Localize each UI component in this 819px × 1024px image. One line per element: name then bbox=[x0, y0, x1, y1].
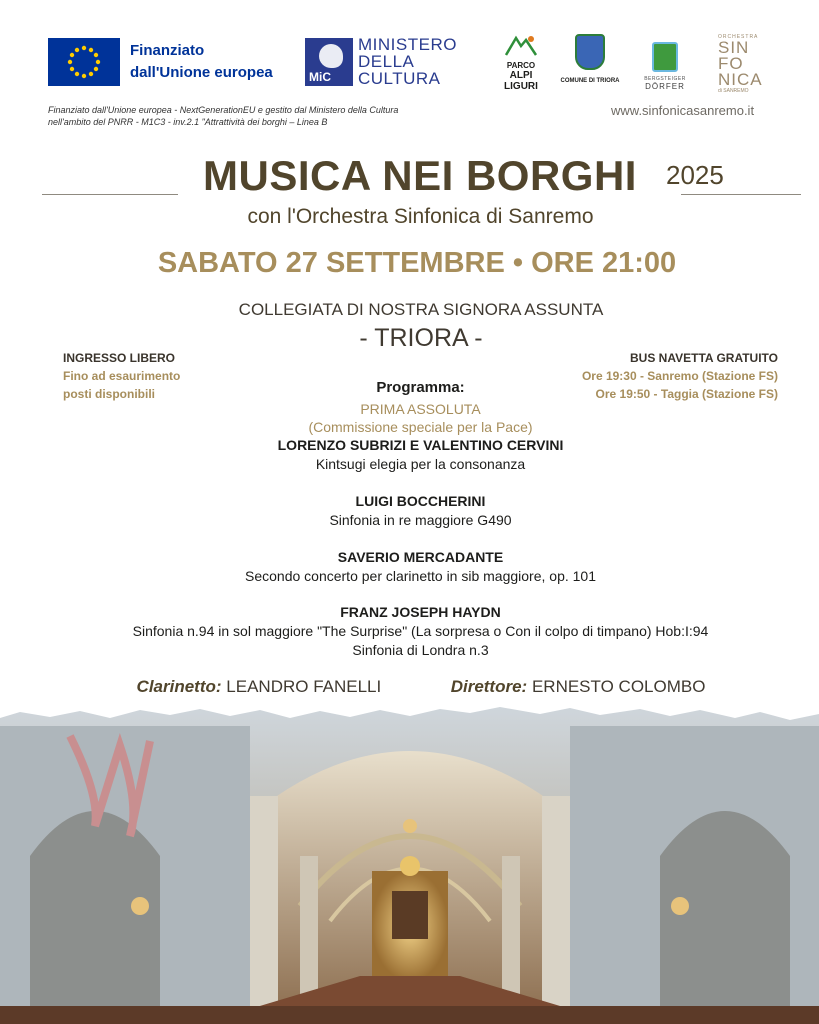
event-venue: COLLEGIATA DI NOSTRA SIGNORA ASSUNTA bbox=[238, 300, 604, 319]
work-title: Sinfonia n.94 in sol maggiore "The Surprise" (La sorpresa o Con il colpo di timpano) Hob:I:94 bbox=[132, 623, 709, 639]
performer-credits bbox=[0, 677, 819, 697]
premiere-label: PRIMA ASSOLUTA bbox=[360, 401, 481, 417]
work-title: Kintsugi elegia per la consonanza bbox=[315, 456, 526, 472]
church-interior-photo bbox=[0, 706, 819, 1024]
eu-funding-label bbox=[130, 40, 273, 84]
title-rule-right bbox=[681, 194, 801, 195]
ministry-label bbox=[358, 36, 457, 87]
shuttle-line1: Ore 19:30 - Sanremo (Stazione FS) bbox=[581, 369, 778, 383]
composer-name: SAVERIO MERCADANTE bbox=[337, 549, 504, 565]
clarinet-label: Clarinetto: bbox=[136, 677, 222, 696]
spacer bbox=[0, 586, 819, 603]
parco-line3: LIGURI bbox=[504, 81, 538, 92]
eu-label-line2: dall'Unione europea bbox=[130, 64, 273, 81]
comune-triora-logo bbox=[560, 34, 620, 84]
program-heading: Programma: bbox=[376, 379, 465, 396]
spacer bbox=[0, 474, 819, 492]
conductor-name: ERNESTO COLOMBO bbox=[531, 677, 706, 696]
coat-of-arms-icon bbox=[575, 34, 605, 70]
ministry-line3: CULTURA bbox=[358, 69, 441, 88]
bergsteigerdorfer-logo bbox=[640, 42, 690, 91]
funding-notice bbox=[48, 104, 398, 128]
funding-line2: nell'ambito del PNRR - M1C3 - inv.2.1 "Attrattività dei borghi – Linea B bbox=[48, 117, 328, 127]
ministry-line2: DELLA bbox=[358, 52, 415, 71]
entry-heading: INGRESSO LIBERO bbox=[63, 351, 176, 365]
dorfer-badge-icon bbox=[652, 42, 678, 72]
program-section bbox=[0, 376, 819, 660]
eu-flag-logo bbox=[48, 38, 120, 86]
event-subtitle: con l'Orchestra Sinfonica di Sanremo bbox=[247, 205, 594, 228]
comune-label: COMUNE DI TRIORA bbox=[560, 78, 620, 84]
work-title: Secondo concerto per clarinetto in sib maggiore, op. 101 bbox=[245, 568, 596, 584]
title-rule-left bbox=[42, 194, 178, 195]
event-town: - TRIORA - bbox=[359, 324, 483, 352]
entry-line2: posti disponibili bbox=[63, 387, 155, 401]
parco-line1: PARCO bbox=[506, 61, 536, 70]
conductor-label: Direttore: bbox=[450, 677, 528, 696]
profile-head-icon bbox=[319, 44, 343, 68]
entry-line1: Fino ad esaurimento bbox=[63, 369, 181, 383]
orchestra-sinfonica-logo bbox=[718, 34, 778, 94]
shuttle-line2: Ore 19:50 - Taggia (Stazione FS) bbox=[595, 387, 778, 401]
parco-alpi-liguri-logo bbox=[500, 34, 542, 92]
funding-line1: Finanziato dall'Unione europea - NextGenerationEU e gestito dal Ministero della Cultura bbox=[48, 105, 399, 115]
premiere-note: (Commissione speciale per la Pace) bbox=[308, 419, 533, 435]
dorfer-small-label: BERGSTEIGER bbox=[644, 76, 686, 82]
parco-line2: ALPI bbox=[509, 70, 533, 81]
shuttle-heading: BUS NAVETTA GRATUITO bbox=[630, 351, 778, 365]
event-title: MUSICA NEI BORGHI bbox=[203, 152, 637, 199]
work-title: Sinfonia in re maggiore G490 bbox=[329, 512, 512, 528]
ministry-line1: MINISTERO bbox=[358, 35, 457, 54]
composer-name: FRANZ JOSEPH HAYDN bbox=[340, 604, 501, 620]
spacer bbox=[0, 530, 819, 548]
eu-label-line1: Finanziato bbox=[130, 42, 205, 59]
work-title: Sinfonia di Londra n.3 bbox=[352, 642, 489, 658]
composer-name: LUIGI BOCCHERINI bbox=[355, 493, 486, 509]
sinfonica-line1: SIN bbox=[718, 38, 750, 57]
sinfonica-line3: NICA bbox=[718, 70, 763, 89]
dorfer-name-label: DÖRFER bbox=[645, 82, 685, 91]
sinfonica-post-label: di SANREMO bbox=[718, 88, 749, 94]
website-link[interactable]: www.sinfonicasanremo.it bbox=[611, 103, 755, 118]
clarinet-name: LEANDRO FANELLI bbox=[226, 677, 382, 696]
event-year: 2025 bbox=[666, 160, 724, 190]
mountain-icon bbox=[504, 34, 538, 56]
sinfonica-pre-label: ORCHESTRA bbox=[718, 34, 759, 40]
sinfonica-line2: FO bbox=[718, 54, 744, 73]
composer-name: LORENZO SUBRIZI E VALENTINO CERVINI bbox=[277, 437, 564, 453]
eu-stars-icon bbox=[48, 38, 120, 86]
event-dateline: SABATO 27 SETTEMBRE • ORE 21:00 bbox=[157, 247, 677, 279]
mic-mark-label: MiC bbox=[309, 70, 331, 84]
ministry-logo bbox=[305, 38, 353, 86]
